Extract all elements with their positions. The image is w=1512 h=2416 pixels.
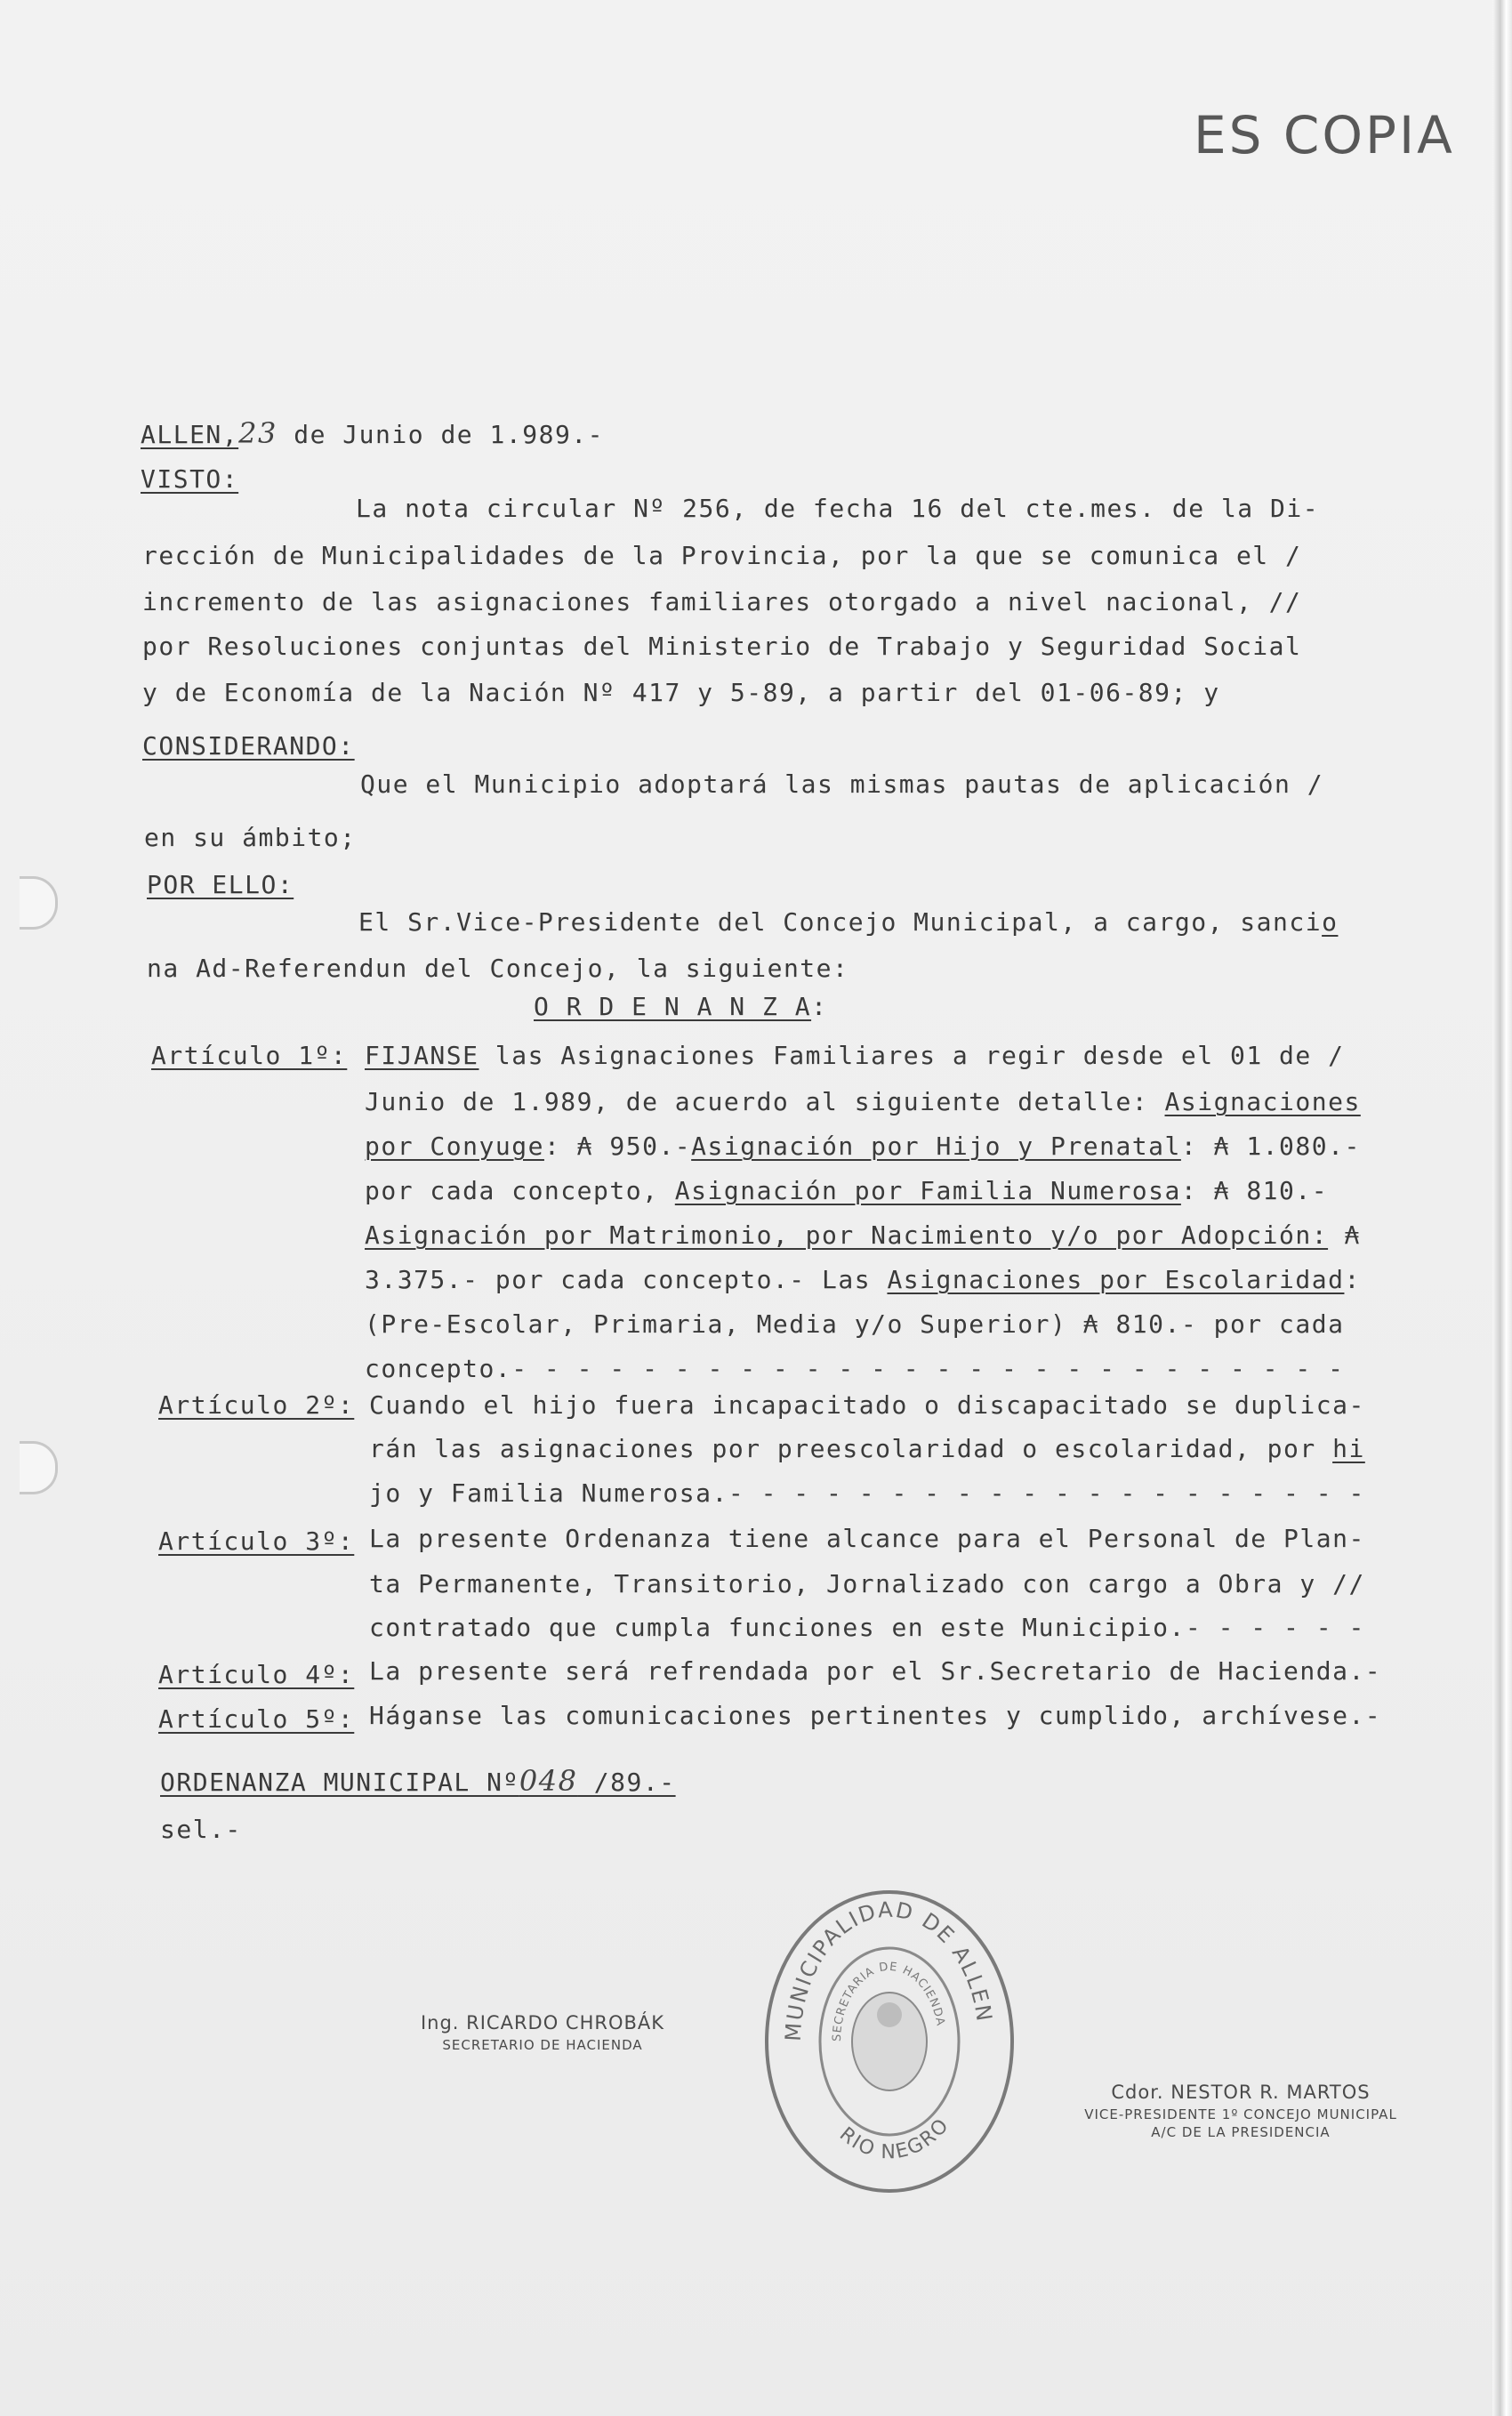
article-2-label: Artículo 2º:	[158, 1390, 355, 1420]
punch-hole	[20, 876, 58, 930]
punch-hole	[20, 1441, 58, 1494]
visto-heading: VISTO:	[141, 464, 239, 494]
article-1-line	[365, 1131, 1361, 1162]
text-segment: ₳	[1328, 1220, 1361, 1250]
text-segment: Asignación por Matrimonio, por Nacimiento y/o por Adopción:	[365, 1220, 1329, 1250]
text-segment: : ₳ 1.080.-	[1180, 1131, 1361, 1161]
copy-stamp: ES COPIA	[1194, 105, 1455, 165]
text-segment: 3.375.- por cada concepto.- Las	[365, 1265, 888, 1294]
handwritten-day: 23	[238, 416, 277, 450]
visto-line: y de Economía de la Nación Nº 417 y 5-89, a partir del 01-06-89; y	[142, 678, 1220, 707]
text-segment: : ₳ 950.-	[543, 1131, 692, 1161]
visto-line: incremento de las asignaciones familiares otorgado a nivel nacional, //	[142, 587, 1302, 616]
signature-right	[1058, 2082, 1423, 2140]
article-2-line: rán las asignaciones por preescolaridad o escolaridad, por hi	[369, 1434, 1365, 1463]
seal-bottom-text: RIO NEGRO	[834, 2114, 954, 2164]
article-2-line: jo y Familia Numerosa.- - - - - - - - - - - - - - - - - - - -	[369, 1478, 1365, 1508]
page-edge	[1492, 0, 1512, 2416]
visto-line: La nota circular Nº 256, de fecha 16 del cte.mes. de la Di-	[356, 494, 1320, 523]
article-3-line: ta Permanente, Transitorio, Jornalizado con cargo a Obra y //	[369, 1569, 1365, 1599]
text-segment: las Asignaciones Familiares a regir desde el 01 de /	[479, 1041, 1345, 1070]
article-1-line	[365, 1220, 1361, 1251]
visto-line: por Resoluciones conjuntas del Ministerio de Trabajo y Seguridad Social	[142, 632, 1302, 661]
considerando-heading: CONSIDERANDO:	[142, 731, 355, 761]
text-segment: Asignación por Hijo y Prenatal	[691, 1131, 1181, 1161]
signatory-name: Cdor. NESTOR R. MARTOS	[1111, 2082, 1371, 2103]
article-4-label: Artículo 4º:	[158, 1660, 355, 1689]
text-segment: Junio de 1.989, de acuerdo al siguiente detalle:	[365, 1087, 1165, 1116]
article-1-label: Artículo 1º:	[151, 1041, 348, 1070]
considerando-line: Que el Municipio adoptará las mismas pautas de aplicación /	[360, 769, 1324, 799]
signatory-role: A/C DE LA PRESIDENCIA	[1151, 2124, 1331, 2140]
signatory-name: Ing. RICARDO CHROBÁK	[420, 2012, 665, 2033]
signature-left	[391, 2012, 694, 2053]
article-3-line: contratado que cumpla funciones en este Municipio.- - - - - -	[369, 1613, 1365, 1642]
date-rest: de Junio de 1.989.-	[277, 420, 605, 449]
ordenanza-title: O R D E N A N Z A:	[534, 992, 828, 1021]
article-2-line: Cuando el hijo fuera incapacitado o discapacitado se duplica-	[369, 1390, 1365, 1420]
por-ello-heading: POR ELLO:	[147, 870, 294, 899]
considerando-line: en su ámbito;	[144, 823, 357, 852]
text-segment: por cada concepto,	[365, 1176, 675, 1205]
por-ello-line: na Ad-Referendun del Concejo, la siguiente:	[147, 954, 849, 983]
seal-inner-text: SECRETARIA DE HACIENDA	[830, 1960, 947, 2042]
article-5-label: Artículo 5º:	[158, 1704, 355, 1734]
typist-initials: sel.-	[160, 1815, 242, 1844]
article-4-text: La presente será refrendada por el Sr.Secretario de Hacienda.-	[369, 1656, 1382, 1686]
place: ALLEN,	[141, 420, 239, 449]
article-1-line	[365, 1309, 1344, 1340]
signatory-role: VICE-PRESIDENTE 1º CONCEJO MUNICIPAL	[1084, 2106, 1397, 2122]
handwritten-number: 048	[519, 1764, 578, 1798]
article-1-line	[365, 1041, 1344, 1071]
article-3-label: Artículo 3º:	[158, 1526, 355, 1556]
text-segment: Asignaciones por Escolaridad	[887, 1265, 1345, 1294]
seal-outer-text: MUNICIPALIDAD DE ALLEN	[780, 1897, 997, 2042]
text-segment: (Pre-Escolar, Primaria, Media y/o Superior) ₳ 810.- por cada	[365, 1309, 1345, 1339]
article-1-line	[365, 1354, 1344, 1384]
text-segment: Asignaciones	[1164, 1087, 1361, 1116]
article-1-line	[365, 1265, 1361, 1295]
article-1-line	[365, 1176, 1328, 1206]
municipal-seal	[760, 1886, 1018, 2197]
text-segment: concepto.- - - - - - - - - - - - - - - - - - - - - - - - - -	[365, 1354, 1345, 1383]
ordenanza-number: ORDENANZA MUNICIPAL Nº048 /89.-	[160, 1764, 676, 1798]
text-segment: por Conyuge	[365, 1131, 544, 1161]
text-segment: FIJANSE	[365, 1041, 479, 1070]
date-line	[141, 418, 604, 450]
por-ello-line: El Sr.Vice-Presidente del Concejo Municipal, a cargo, sancio	[358, 907, 1339, 937]
article-1-line	[365, 1087, 1361, 1117]
visto-line: rección de Municipalidades de la Provincia, por la que se comunica el /	[142, 541, 1302, 570]
article-3-line: La presente Ordenanza tiene alcance para el Personal de Plan-	[369, 1524, 1365, 1553]
text-segment: :	[1344, 1265, 1361, 1294]
text-segment: : ₳ 810.-	[1180, 1176, 1329, 1205]
article-5-text: Háganse las comunicaciones pertinentes y cumplido, archívese.-	[369, 1701, 1382, 1730]
text-segment: Asignación por Familia Numerosa	[674, 1176, 1181, 1205]
signatory-role: SECRETARIO DE HACIENDA	[442, 2037, 643, 2053]
